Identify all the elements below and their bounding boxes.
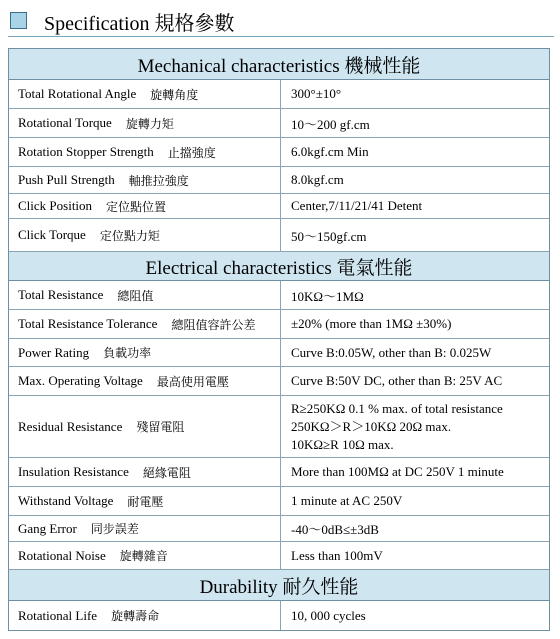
page-title: Specification 規格參數 <box>44 13 235 35</box>
header-square-icon <box>10 12 27 29</box>
row-value: 1 minute at AC 250V <box>291 493 403 508</box>
row-label-cn: 同步誤差 <box>90 522 139 536</box>
row-label-en: Rotation Stopper Strength <box>18 144 154 159</box>
row-label-en: Rotational Noise <box>18 547 106 563</box>
row-label-cn: 總阻值 <box>117 288 154 303</box>
table-row <box>9 396 549 458</box>
row-label-cn: 耐電壓 <box>127 494 164 509</box>
page-header <box>6 6 554 36</box>
spec-table <box>8 48 550 631</box>
row-label-en: Click Position <box>18 198 93 213</box>
row-label-cn: 定位點位置 <box>106 199 167 214</box>
table-row <box>9 458 549 487</box>
row-label-en: Rotational Life <box>18 607 98 623</box>
row-label-en: Power Rating <box>18 344 90 360</box>
row-label <box>9 542 281 569</box>
row-label-en: Click Torque <box>18 227 86 242</box>
row-label-en: Max. Operating Voltage <box>18 373 143 388</box>
row-label-en: Total Rotational Angle <box>18 86 137 101</box>
row-label-en: Withstand Voltage <box>18 493 114 508</box>
row-value: Curve B:50V DC, other than B: 25V AC <box>291 373 503 388</box>
table-row <box>9 487 549 516</box>
table-row <box>9 601 549 630</box>
row-label <box>9 281 281 309</box>
row-value: Center,7/11/21/41 Detent <box>291 198 423 213</box>
row-label-cn: 負載功率 <box>103 346 152 360</box>
row-label-en: Push Pull Strength <box>18 172 115 187</box>
row-label <box>9 396 281 457</box>
value-line: 250KΩ＞R＞10KΩ 20Ω max. <box>291 418 452 434</box>
table-row <box>9 138 549 167</box>
row-label-cn: 旋轉力矩 <box>125 116 174 131</box>
row-label <box>9 487 281 515</box>
row-label-cn: 旋轉角度 <box>150 87 199 102</box>
value-line: 10KΩ≥R 10Ω max. <box>291 436 394 452</box>
row-value: Less than 100mV <box>291 547 383 563</box>
row-value: 10～200 gf.cm <box>291 116 370 132</box>
row-value: 10KΩ～1MΩ <box>291 288 364 304</box>
row-label-cn: 定位點力矩 <box>99 228 160 243</box>
row-value: 6.0kgf.cm Min <box>291 144 369 159</box>
row-value: -40～0dB≤±3dB <box>291 522 379 537</box>
section-header-electrical: Electrical characteristics 電氣性能 <box>9 252 549 281</box>
row-label-en: Insulation Resistance <box>18 464 129 479</box>
table-row <box>9 80 549 109</box>
header-divider <box>8 36 554 37</box>
table-row <box>9 219 549 252</box>
table-row <box>9 367 549 396</box>
table-row <box>9 194 549 219</box>
value-line: R≥250KΩ 0.1 % max. of total resistance <box>291 400 503 416</box>
table-row <box>9 281 549 310</box>
row-label <box>9 194 281 218</box>
row-label-en: Rotational Torque <box>18 115 112 130</box>
row-label <box>9 80 281 108</box>
row-label-cn: 總阻值容許公差 <box>171 317 256 332</box>
row-label <box>9 601 281 630</box>
row-value: 300°±10° <box>291 86 342 101</box>
row-label <box>9 138 281 166</box>
row-label <box>9 339 281 366</box>
row-value: 50～150gf.cm <box>291 228 367 244</box>
row-label <box>9 109 281 137</box>
row-label <box>9 516 281 541</box>
row-label <box>9 167 281 193</box>
row-label-en: Total Resistance Tolerance <box>18 316 158 331</box>
row-label-cn: 絕緣電阻 <box>142 465 191 480</box>
table-row <box>9 167 549 194</box>
row-label <box>9 219 281 251</box>
table-row <box>9 339 549 367</box>
table-row <box>9 310 549 339</box>
table-row <box>9 542 549 570</box>
row-label-en: Total Resistance <box>18 287 104 302</box>
row-label <box>9 310 281 338</box>
row-value-multiline <box>281 396 549 457</box>
row-label-cn: 最高使用電壓 <box>156 374 229 389</box>
row-label-en: Residual Resistance <box>18 418 123 434</box>
row-label-cn: 旋轉壽命 <box>111 609 160 623</box>
table-row <box>9 109 549 138</box>
row-label-cn: 殘留電阻 <box>136 420 185 434</box>
row-label-cn: 止擋強度 <box>167 145 216 160</box>
row-value: 8.0kgf.cm <box>291 172 344 187</box>
row-label <box>9 458 281 486</box>
section-header-durability: Durability 耐久性能 <box>9 570 549 601</box>
row-label-en: Gang Error <box>18 520 77 536</box>
row-label <box>9 367 281 395</box>
row-value: More than 100MΩ at DC 250V 1 minute <box>291 464 504 479</box>
row-value: ±20% (more than 1MΩ ±30%) <box>291 316 452 331</box>
section-header-mechanical: Mechanical characteristics 機械性能 <box>9 49 549 80</box>
table-row <box>9 516 549 542</box>
row-label-cn: 軸推拉強度 <box>128 173 189 188</box>
row-value: 10, 000 cycles <box>291 607 366 623</box>
row-value: Curve B:0.05W, other than B: 0.025W <box>291 344 492 360</box>
row-label-cn: 旋轉雜音 <box>119 549 168 563</box>
